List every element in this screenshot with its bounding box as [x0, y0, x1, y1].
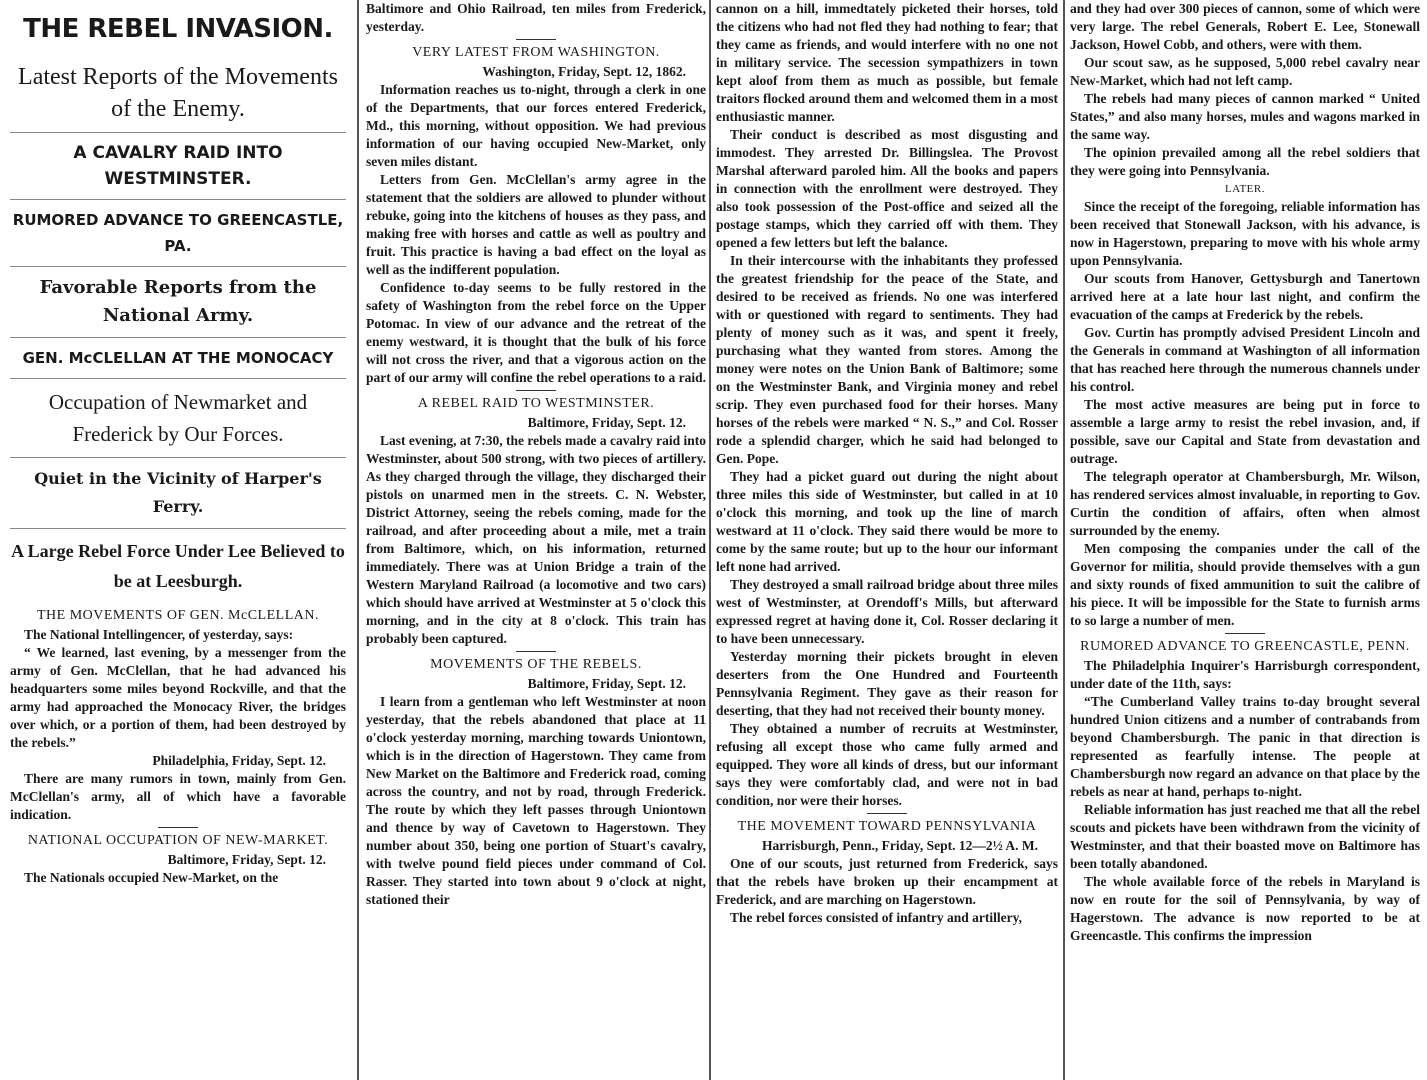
section-heading: THE MOVEMENT TOWARD PENNSYLVANIA	[737, 819, 1037, 834]
dateline: Washington, Friday, Sept. 12, 1862.	[482, 64, 686, 79]
paragraph: Information reaches us to-night, through a clerk in one of the Departments, that our forces entered Frederick, Md., this morning, without opposition. We had previous information of our having occupied New-Market, only seven miles distant.	[366, 82, 706, 169]
paragraph: The telegraph operator at Chambersburgh, Mr. Wilson, has rendered services almost invaluable, in reporting to Gov. Curtin the condition of affairs, often when almost surrounded by the enemy.	[1070, 469, 1420, 538]
deck-headline: Favorable Reports from the National Army.	[10, 267, 346, 338]
deck-headline: A CAVALRY RAID INTO WESTMINSTER.	[10, 133, 346, 200]
deck-headline: Occupation of Newmarket and Frederick by Our Forces.	[10, 379, 346, 458]
paragraph: Their conduct is described as most disgusting and immodest. They arrested Dr. Billingslea. The Provost Marshal afterward paroled him. All the books and papers in connection with the enrollment were destroyed. They also took possession of the Post-office and seized all the postage stamps, which they carried off with them. They opened a few letters but left the balance.	[716, 127, 1058, 250]
paragraph: cannon on a hill, immedtately picketed their horses, told the citizens who had not fled they had nothing to fear; that they came as friends, and would interfere with no one not in military service. The secession sympathizers in town kept aloof from them as much as possible, but female traitors flocked around them and welcomed them in a most enthusiastic manner.	[716, 1, 1058, 124]
dateline: Baltimore, Friday, Sept. 12.	[527, 415, 686, 430]
paragraph: They had a picket guard out during the night about three miles this side of Westminster, but called in at 10 o'clock this morning, and took up the line of march westward at 11 o'clock. They said there would be more to come by the same route; but up to the hour our informant left none had arrived.	[716, 469, 1058, 574]
deck-headline: RUMORED ADVANCE TO GREENCASTLE, PA.	[10, 200, 346, 267]
paragraph: Our scouts from Hanover, Gettysburgh and Tanertown arrived here at a late hour last night, and confirm the evacuation of the camps at Frederick by the rebels.	[1070, 271, 1420, 322]
paragraph: “ We learned, last evening, by a messenger from the army of Gen. McClellan, that he had advanced his headquarters some miles beyond Rockville, and that the army had approached the Monocacy River, the bridges over which, or a portion of them, had been destroyed by the rebels.”	[10, 645, 346, 750]
paragraph: and they had over 300 pieces of cannon, some of which were very large. The rebel Generals, Robert E. Lee, Stonewall Jackson, Howel Cobb, and others, were with them.	[1070, 1, 1420, 52]
paragraph: Reliable information has just reached me that all the rebel scouts and pickets have been withdrawn from the vicinity of Westminster, and that their boasted move on Baltimore has been totally abandoned.	[1070, 802, 1420, 871]
dateline: Baltimore, Friday, Sept. 12.	[167, 852, 326, 867]
dateline: Philadelphia, Friday, Sept. 12.	[152, 753, 326, 768]
paragraph: The whole available force of the rebels in Maryland is now en route for the soil of Pennsylvania, by way of Hagerstown. The advance is now reported to be at Greencastle. This confirms the impression	[1070, 874, 1420, 943]
deck-headline: Latest Reports of the Movements of the Enemy.	[10, 54, 346, 133]
paragraph: The most active measures are being put in force to assemble a large army to resist the rebel invasion, and, if possible, save our Capital and State from devastation and outrage.	[1070, 397, 1420, 466]
section-heading: A REBEL RAID TO WESTMINSTER.	[417, 396, 655, 411]
divider	[516, 39, 556, 40]
paragraph: “The Cumberland Valley trains to-day brought several hundred Union citizens and a number of contrabands from beyond Chambersburgh. The panic in that direction is represented as fearfully intense. The people at Chambersburgh now regard an advance on that place by the rebels as near at hand, perhaps to-night.	[1070, 694, 1420, 799]
section-heading: LATER.	[1225, 183, 1265, 195]
paragraph: The National Intellingencer, of yesterday, says:	[24, 627, 294, 642]
paragraph: The opinion prevailed among all the rebel soldiers that they were going into Pennsylvania.	[1070, 145, 1420, 178]
divider	[867, 813, 907, 814]
column-1	[6, 0, 350, 887]
column-2	[366, 0, 706, 909]
column-rule	[357, 0, 359, 1080]
paragraph: Last evening, at 7:30, the rebels made a cavalry raid into Westminster, about 500 strong, with two pieces of artillery. As they charged through the village, they discharged their pistols on unarmed men in the streets. C. N. Webster, District Attorney, seeing the rebels coming, made for the railroad, and after proceeding about a mile, met a train from Baltimore, which, on his information, returned immediately. There was at Union Bridge a train of the Western Maryland Railroad (a locomotive and two cars) which should have arrived at Westminster at 5 o'clock this morning, and in the city at 8 o'clock. This train has probably been captured.	[366, 433, 706, 646]
dateline: Harrisburgh, Penn., Friday, Sept. 12—2½ A. M.	[761, 838, 1038, 853]
divider	[516, 390, 556, 391]
section-heading: VERY LATEST FROM WASHINGTON.	[412, 45, 660, 60]
divider	[1225, 633, 1265, 634]
paragraph: In their intercourse with the inhabitants they professed the greatest friendship for the peace of the State, and desired to be received as friends. No one was interfered with or questioned with regard to sentiments. They had plenty of money such as it was, and spent it freely, purchasing what they wanted from stores. Among the money were notes on the Union Bank of Baltimore; some on the Westminster Bank, and Virginia money and rebel scrip. They even purchased food for their horses. Many horses of the rebels were marked “ N. S.,” and Col. Rosser rode a splendid charger, which he said had belonged to Gen. Pope.	[716, 253, 1058, 466]
dateline: Baltimore, Friday, Sept. 12.	[527, 676, 686, 691]
section-heading: RUMORED ADVANCE TO GREENCASTLE, PENN.	[1080, 639, 1410, 654]
paragraph: Yesterday morning their pickets brought in eleven deserters from the One Hundred and Fourteenth Pennsylvania Regiment. They gave as their reason for deserting, that they had not received their bounty money.	[716, 649, 1058, 718]
divider	[158, 827, 198, 828]
section-heading: MOVEMENTS OF THE REBELS.	[430, 657, 642, 672]
section-heading: THE MOVEMENTS OF GEN. McCLELLAN.	[37, 608, 319, 623]
column-rule	[1063, 0, 1065, 1080]
paragraph: They destroyed a small railroad bridge about three miles west of Westminster, at Orendoff's Mills, but afterward expressed regret at having done it, Col. Rosser declaring it to have been unnecessary.	[716, 577, 1058, 646]
paragraph: Letters from Gen. McClellan's army agree in the statement that the soldiers are allowed to plunder without rebuke, going into the kitchens of houses as they pass, and making free with horses and cattle as well as poultry and fruit. This practice is having a bad effect on the loyal as well as the indifferent population.	[366, 172, 706, 277]
paragraph: One of our scouts, just returned from Frederick, says that the rebels have broken up their encampment at Frederick, and are marching on Hagerstown.	[716, 856, 1058, 907]
paragraph: Baltimore and Ohio Railroad, ten miles from Frederick, yesterday.	[366, 1, 706, 34]
section-heading: NATIONAL OCCUPATION OF NEW-MARKET.	[27, 833, 329, 848]
paragraph: The rebels had many pieces of cannon marked “ United States,” and also many horses, mules and wagons marked in the same way.	[1070, 91, 1420, 142]
deck-headline: A Large Rebel Force Under Lee Believed to be at Leesburgh.	[11, 541, 345, 591]
paragraph: There are many rumors in town, mainly from Gen. McClellan's army, all of which have a favorable indication.	[10, 771, 346, 822]
paragraph: Confidence to-day seems to be fully restored in the safety of Washington from the rebel force on the Upper Potomac. In view of our advance and the retreat of the enemy westward, it is thought that the bulk of his force will not cross the river, and that a vigorous action on the part of our army will confine the rebel operations to a raid.	[366, 280, 706, 385]
paragraph: Men composing the companies under the call of the Governor for militia, should provide themselves with a gun and sixty rounds of fixed ammunition to suit the calibre of his piece. It will be impossible for the State to furnish arms to so large a number of men.	[1070, 541, 1420, 628]
deck-headline: GEN. McCLELLAN AT THE MONOCACY	[10, 338, 346, 379]
paragraph: The rebel forces consisted of infantry and artillery,	[730, 910, 1022, 925]
deck-headline: Quiet in the Vicinity of Harper's Ferry.	[10, 458, 346, 529]
column-rule	[709, 0, 711, 1080]
paragraph: The Nationals occupied New-Market, on the	[24, 870, 279, 885]
paragraph: Our scout saw, as he supposed, 5,000 rebel cavalry near New-Market, which had not left camp.	[1070, 55, 1420, 88]
main-headline: THE REBEL INVASION.	[23, 14, 333, 44]
paragraph: I learn from a gentleman who left Westminster at noon yesterday, that the rebels abandoned that place at 11 o'clock yesterday morning, marching towards Uniontown, which is in the direction of Hagerstown. They came from New Market on the Baltimore and Frederick road, coming across the country, and not by road, through Frederick. The route by which they left passes through Uniontown and thence by way of Cavetown to Hagerstown. They number about 350, being one portion of Stuart's cavalry, with twelve pound field pieces under command of Col. Rasser. They started into town about 9 o'clock at night, stationed their	[366, 694, 706, 907]
paragraph: Gov. Curtin has promptly advised President Lincoln and the Generals in command at Washington of all information that has reached here through the numerous channels under his control.	[1070, 325, 1420, 394]
paragraph: The Philadelphia Inquirer's Harrisburgh correspondent, under date of the 11th, says:	[1070, 658, 1420, 691]
paragraph: They obtained a number of recruits at Westminster, refusing all except those who came fully armed and equipped. They wore all kinds of dress, but our informant says they were comfortably clad, and were not in bad condition, nor were their horses.	[716, 721, 1058, 808]
divider	[516, 651, 556, 652]
paragraph: Since the receipt of the foregoing, reliable information has been received that Stonewall Jackson, with his advance, is now in Hagerstown, preparing to move with his whole army upon Pennsylvania.	[1070, 199, 1420, 268]
column-4	[1070, 0, 1420, 945]
column-3	[716, 0, 1058, 927]
